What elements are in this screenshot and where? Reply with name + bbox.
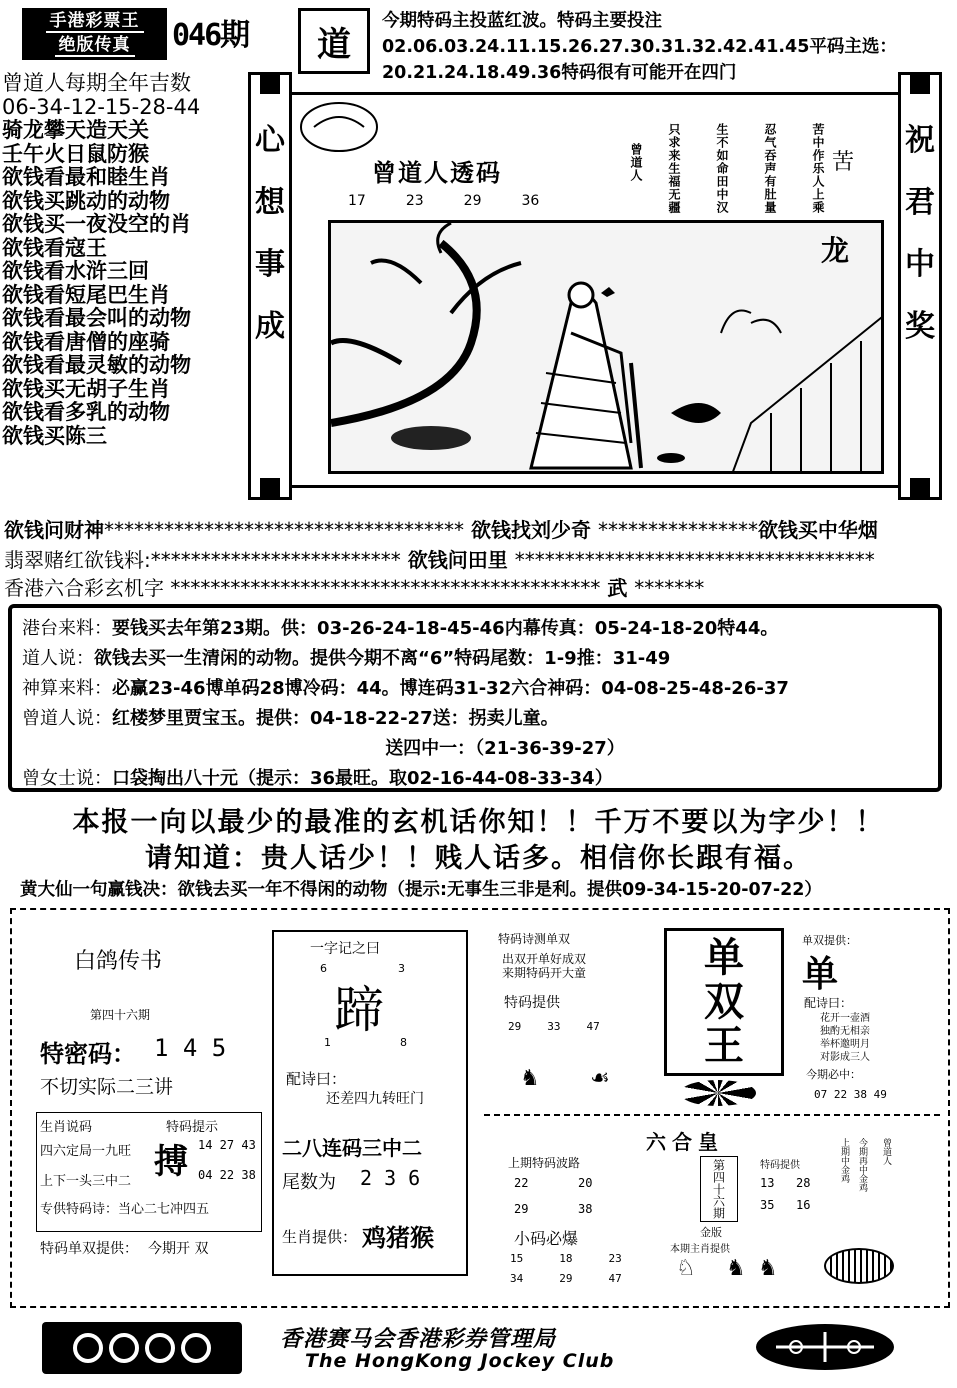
info-text: 红楼梦里贾宝玉。提供：04-18-22-27送：拐卖儿童。: [112, 708, 559, 729]
rod-char: 事: [255, 247, 285, 282]
slogan-1: 本报一向以最少的最准的玄机话你知！！千万不要以为字少！！: [72, 807, 885, 838]
scroll-right-rod: [898, 72, 942, 500]
panel-b-n-br: 8: [400, 1036, 407, 1049]
logo-line-1: 手港彩票王: [46, 11, 144, 33]
ll-text: 欲钱找刘少奇: [464, 518, 598, 542]
panel-d-issue: 第四十六期: [711, 1159, 726, 1219]
info-label: 神算来料：: [22, 678, 112, 699]
painting-illustration: [331, 223, 884, 474]
panel-d-grid-1: 20: [578, 1176, 593, 1190]
lc-line: 欲钱看短尾巴生肖: [2, 282, 170, 307]
panel-d-side-col: 曾道人: [881, 1138, 891, 1165]
panel-c-right-poem-line: 对影成三人: [820, 1052, 870, 1063]
info-box: [8, 604, 942, 792]
top-announcement: 今期特码主投蓝红波。特码主要投注02.06.03.24.11.15.26.27.30.31.32.42.41.45平码主选：20.21.24.18.49.36特码很有可能开在四门: [382, 11, 897, 83]
stamp-graphic: [294, 97, 384, 157]
knot-logo-icon: [42, 1322, 242, 1374]
rod-char: 祝: [905, 123, 935, 158]
long-line-3: [4, 572, 704, 601]
panel-b-n-tl: 6: [320, 962, 327, 975]
poem-column: 生不如命田中汉: [715, 123, 729, 214]
panel-a-nums2: 04 22 38: [198, 1168, 256, 1182]
rod-char: 中: [905, 247, 935, 282]
panel-c-big-title-box: [664, 928, 784, 1076]
panel-d-tm-1: 28: [796, 1176, 811, 1190]
panel-c-nums: [508, 1020, 600, 1033]
slogan-2: 请知道：贵人话少！！贱人话多。相信你长跟有福。: [145, 843, 812, 874]
panel-c-right-poem-label: 配诗曰：: [804, 996, 853, 1010]
panel-d-tm-2: 35: [760, 1198, 775, 1212]
huang-daxian-line: 黄大仙一句赢钱决：欲钱去买一年不得闲的动物（提示:无事生三非是利。提供09-34-15-20-07-22）: [20, 880, 822, 900]
jockey-emblem: [756, 1324, 894, 1370]
scroll-left-rod: [248, 72, 292, 500]
panel-c-poem2: 来期特码开大童: [502, 966, 587, 980]
ll-stars: *******************************************: [170, 576, 601, 600]
info-label: 曾女士说：: [22, 768, 112, 789]
panel-a-nums1: 14 27 43: [198, 1138, 256, 1152]
jockey-club-logo-icon: [756, 1324, 894, 1370]
info-text: 必赢23-46博单码28博冷码：44。博连码31-32六合神码：04-08-25-48-26-37: [112, 678, 789, 699]
lc-line: 欲钱看水浒三回: [2, 259, 149, 283]
panel-c-poem1: 出双开单好成双: [502, 952, 587, 966]
pig-icon: ♞: [726, 1256, 746, 1281]
tou-title: 曾道人透码: [372, 158, 502, 187]
rod-char: 心: [255, 123, 285, 158]
panel-c-right-poem-line: 花开一壶酒: [820, 1013, 870, 1024]
ll-stars: ************************************: [104, 518, 464, 542]
panel-d-tm-label: 特码提供: [760, 1160, 800, 1171]
ll-stars: ****************: [597, 518, 758, 542]
panel-c-right-nums: 07 22 38 49: [814, 1088, 887, 1101]
panel-liuhe-huang: [496, 1124, 940, 1288]
panel-b-n-tr: 3: [398, 962, 405, 975]
panel-c-title: 特码诗测单双: [498, 932, 571, 946]
panel-odd-even-king: [484, 920, 940, 1116]
ll-text: 欲钱问财神: [4, 518, 104, 542]
ll-text: 武: [600, 576, 635, 600]
rod-char: 成: [255, 309, 285, 344]
tou-num: 17: [348, 193, 366, 209]
panel-d-small-num: 23: [608, 1252, 622, 1265]
panel-a-issue: 第四十六期: [90, 1008, 151, 1022]
panel-d-sub-label: 上期特码波路: [508, 1156, 581, 1170]
seal-logo: 道: [298, 8, 370, 74]
lc-line: 壬午火日鼠防猴: [2, 141, 149, 166]
poem-column: 忍气吞声有肚量: [763, 123, 777, 214]
painting-label: 龙: [821, 234, 850, 267]
panel-b-big-char: 蹄: [334, 981, 384, 1039]
panel-d-grid-2: 29: [514, 1202, 529, 1216]
panel-c-label: 特码提供: [504, 995, 560, 1011]
panel-a-r3: 专供特码诗：当心二七冲四五: [40, 1202, 210, 1217]
info-text: 要钱买去年第23期。供：03-26-24-18-45-46内幕传真：05-24-18-20特44。: [112, 618, 779, 639]
panel-d-small-num: 18: [559, 1252, 573, 1265]
info-row: [22, 704, 928, 734]
long-line-1: [4, 514, 878, 543]
panel-b-n-bl: 1: [324, 1036, 331, 1049]
ll-stars: ************************************: [514, 548, 875, 572]
panel-d-small-label: 小码必爆: [514, 1229, 579, 1248]
poem-column: 只求来生福无疆: [667, 123, 681, 214]
info-label: 港台来料：: [22, 618, 112, 639]
ll-label: 翡翠赌红欲钱料:: [4, 548, 151, 572]
painting: [328, 220, 884, 474]
panel-a-bottom-value: 今期开 双: [148, 1241, 209, 1257]
panel-d-tm-0: 13: [760, 1176, 775, 1190]
ll-stars: *************************: [150, 548, 401, 572]
panel-d-small-row1: [510, 1252, 622, 1265]
logo: [22, 8, 167, 60]
panel-a-th1: 生肖说码: [40, 1120, 93, 1135]
panel-d-issue-box: [700, 1156, 738, 1222]
info-label: 道人说：: [22, 648, 94, 669]
panel-c-right-poem: [820, 1012, 870, 1064]
logo-line-2: 绝版传真: [55, 35, 135, 57]
info-text: 口袋掏出八十元（提示：36最旺。取02-16-44-08-33-34）: [112, 768, 613, 789]
panel-a-th2: 特码提示: [166, 1120, 219, 1135]
seal-ornament-icon: [824, 1248, 894, 1284]
panel-d-grid-3: 38: [578, 1202, 593, 1216]
horse-icon: ♞: [520, 1066, 540, 1091]
footer-cn: 香港赛马会香港彩券管理局: [280, 1326, 557, 1352]
monkey-icon: ☙: [590, 1066, 610, 1091]
panel-b-line1: 二八连码三中二: [282, 1136, 422, 1160]
tou-num: 29: [463, 193, 482, 209]
panel-b-poem: 还差四九转旺门: [326, 1091, 424, 1107]
panel-c-right-poem-line: 举杯邀明月: [820, 1039, 870, 1050]
panel-white-pigeon: [26, 922, 262, 1262]
info-row: [22, 674, 928, 704]
lc-line: 欲钱看最会叫的动物: [2, 306, 191, 330]
lc-line: 06-34-12-15-28-44: [2, 94, 201, 119]
scroll-body: [292, 92, 898, 488]
info-label: 曾道人说：: [22, 708, 112, 729]
footer: [0, 1316, 957, 1386]
issue-number: 046期: [172, 18, 249, 53]
tou-numbers: [348, 193, 539, 209]
panel-c-right-head: 单双提供：: [802, 934, 857, 947]
lc-line: 欲钱买无胡子生肖: [2, 376, 170, 401]
lc-line: 欲钱买陈三: [2, 423, 107, 448]
ll-text: 欲钱问田里: [400, 548, 515, 572]
panel-a-phrase: 不切实际二三讲: [40, 1076, 174, 1098]
panel-c-num: 33: [547, 1020, 561, 1033]
info-row: [22, 614, 928, 644]
panel-a-tm-label: 特密码：: [40, 1040, 136, 1068]
lc-line: 欲钱看最和睦生肖: [2, 165, 170, 189]
panel-a-r2: 上下一头三中二: [40, 1174, 132, 1189]
info-row: [22, 734, 928, 764]
ll-label: 香港六合彩玄机字: [4, 576, 171, 600]
panel-b-zodiac-label: 生肖提供：: [282, 1228, 358, 1246]
lc-line: 欲钱买一夜没空的肖: [2, 212, 191, 236]
tou-num: 36: [521, 193, 540, 209]
info-row: [22, 764, 928, 794]
rooster-icon: ♘: [676, 1256, 696, 1281]
footer-en: The HongKong Jockey Club: [305, 1350, 615, 1372]
long-line-2: [4, 544, 875, 573]
panel-d-small-num: 15: [510, 1252, 524, 1265]
rod-char: 想: [255, 185, 285, 220]
info-text: 欲钱去买一生清闲的动物。提供今期不离“6”特码尾数：1-9推：31-49: [94, 648, 671, 669]
panel-c-right-label: 今期必中：: [806, 1068, 861, 1081]
rod-char: 奖: [905, 309, 935, 344]
panel-c-num: 29: [508, 1020, 522, 1033]
panel-d-small-num: 29: [559, 1272, 573, 1285]
panel-d-small-num: 47: [608, 1272, 622, 1285]
lc-line: 欲钱看唐僧的座骑: [2, 329, 170, 354]
panel-c-num: 47: [586, 1020, 600, 1033]
panel-one-word: [272, 930, 468, 1276]
info-row: [22, 644, 928, 674]
panel-b-tail-label: 尾数为: [282, 1172, 336, 1193]
lc-line: 欲钱看寇王: [2, 235, 107, 260]
panel-d-zodiac-label: 本期主肖提供: [670, 1244, 730, 1255]
panel-b-tail-value: 2 3 6: [360, 1166, 421, 1190]
lc-line: 欲钱看最灵敏的动物: [2, 353, 191, 377]
panel-a-title: 白鸽传书: [74, 949, 163, 974]
poem-signature: 曾道人: [629, 143, 643, 182]
info-text: 送四中一：（21-36-39-27）: [385, 738, 625, 759]
panel-c-big-title: 单双王: [704, 934, 744, 1069]
panel-d-side-col: 今期再中金鸡: [857, 1138, 867, 1192]
panel-a-r1: 四六定局一九旺: [40, 1144, 132, 1159]
lc-line: 骑龙攀天造天关: [2, 118, 149, 142]
lc-line: 曾道人每期全年吉数: [2, 71, 191, 95]
tou-num: 23: [405, 193, 424, 209]
panel-b-title: 一字记之曰: [310, 941, 380, 957]
panel-d-tm-3: 16: [796, 1198, 811, 1212]
panel-d-issue-sub: 金版: [700, 1226, 722, 1239]
lc-line: 欲钱买跳动的动物: [2, 188, 170, 213]
panel-d-small-row2: [510, 1272, 622, 1285]
rod-char: 君: [905, 185, 935, 220]
panel-b-poem-label: 配诗曰：: [286, 1070, 347, 1088]
lc-line: 欲钱看多乳的动物: [2, 400, 170, 424]
panel-a-bottom-label: 特码单双提供：: [40, 1241, 138, 1257]
panel-d-grid-0: 22: [514, 1176, 529, 1190]
ll-text: 欲钱买中华烟: [757, 518, 878, 542]
horse-icon: ♞: [758, 1256, 778, 1281]
poem-column: 苦中作乐人上乘: [811, 123, 825, 214]
panel-a-tm-value: 1 4 5: [154, 1034, 227, 1062]
panel-b-zodiac-value: 鸡猪猴: [362, 1223, 434, 1252]
panel-c-right-char: 单: [802, 953, 839, 995]
panel-d-small-num: 34: [510, 1272, 524, 1285]
poem-head: 苦: [832, 150, 855, 175]
panel-d-title: 六合皇: [646, 1130, 724, 1154]
panel-c-right-poem-line: 独酌无相亲: [820, 1026, 870, 1037]
panel-a-big-char: 搏: [154, 1142, 188, 1182]
left-column: [2, 72, 247, 448]
ll-stars: *******: [634, 576, 705, 600]
flower-ornament-icon: [680, 1080, 756, 1106]
panel-d-side-col: 上期中金鸡: [839, 1138, 849, 1183]
